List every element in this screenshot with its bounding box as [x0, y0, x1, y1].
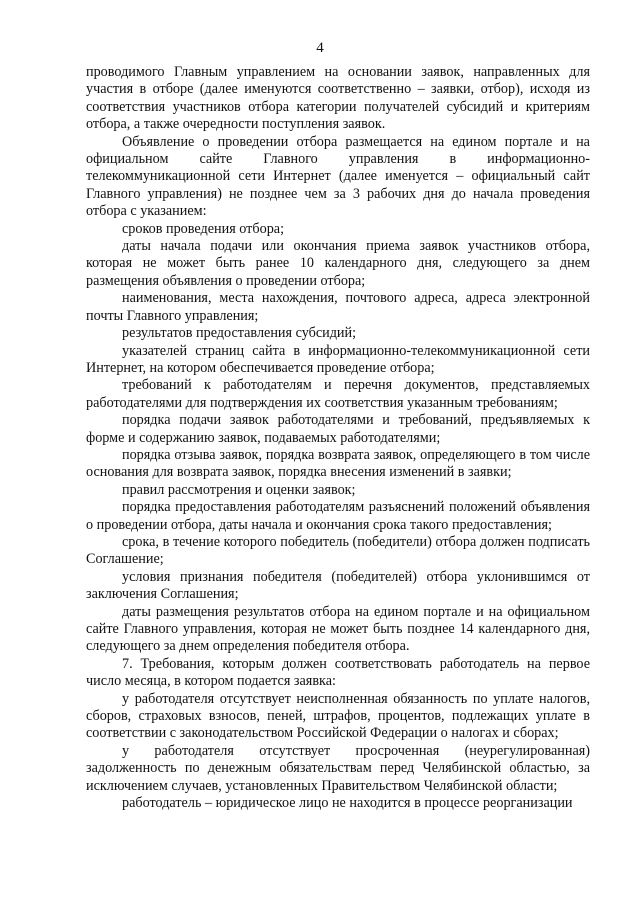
page-number: 4	[316, 40, 324, 56]
paragraph: даты размещения результатов отбора на едином портале и на официальном сайте Главного управления, которая не может быть позднее 14 календарного дня, следующего за днем определения победителя отбора.	[86, 603, 590, 655]
paragraph: результатов предоставления субсидий;	[122, 325, 357, 342]
paragraph: сроков проведения отбора;	[122, 220, 285, 237]
paragraph: правил рассмотрения и оценки заявок;	[122, 481, 356, 498]
document-body	[86, 64, 590, 812]
paragraph: работодатель – юридическое лицо не находится в процессе реорганизации	[122, 795, 573, 812]
paragraph: условия признания победителя (победителей) отбора уклонившимся от заключения Соглашения;	[86, 568, 590, 603]
paragraph: порядка отзыва заявок, порядка возврата заявок, определяющего в том числе основания для возврата заявок, порядка внесения изменений в заявки;	[86, 446, 590, 481]
paragraph: порядка подачи заявок работодателями и требований, предъявляемых к форме и содержанию заявок, подаваемых работодателями;	[86, 412, 590, 446]
paragraph: у работодателя отсутствует просроченная (неурегулированная) задолженность по денежным обязательствам перед Челябинской областью, за исключением случаев, установленных Правительством Челябинской области;	[86, 742, 590, 794]
paragraph: Объявление о проведении отбора размещается на едином портале и на официальном сайте Главного управления в информационно-телекоммуникационной сети Интернет (далее именуется – официальный сайт Главного управления) не позднее чем за 3 рабочих дня до начала проведения отбора с указанием:	[86, 133, 590, 220]
paragraph: порядка предоставления работодателям разъяснений положений объявления о проведении отбора, даты начала и окончания срока такого предоставления;	[86, 499, 590, 533]
paragraph: 7. Требования, которым должен соответствовать работодатель на первое число месяца, в котором подается заявка:	[86, 655, 590, 690]
paragraph: у работодателя отсутствует неисполненная обязанность по уплате налогов, сборов, страховых взносов, пеней, штрафов, процентов, подлежащих уплате в соответствии с законодательством Российской Федерации о налогах и сборах;	[86, 690, 590, 742]
paragraph: наименования, места нахождения, почтового адреса, адреса электронной почты Главного управления;	[86, 290, 590, 324]
paragraph: проводимого Главным управлением на основании заявок, направленных для участия в отборе (далее именуются соответственно – заявки, отбор), исходя из соответствия участников отбора категории получателей субсидий и критериям отбора, а также очередности поступления заявок.	[86, 64, 590, 133]
paragraph: даты начала подачи или окончания приема заявок участников отбора, которая не может быть ранее 10 календарного дня, следующего за днем размещения объявления о проведении отбора;	[86, 238, 590, 289]
paragraph: требований к работодателям и перечня документов, представляемых работодателями для подтверждения их соответствия указанным требованиям;	[86, 377, 590, 411]
paragraph: срока, в течение которого победитель (победители) отбора должен подписать Соглашение;	[86, 533, 590, 568]
paragraph: указателей страниц сайта в информационно-телекоммуникационной сети Интернет, на котором обеспечивается проведение отбора;	[86, 342, 590, 376]
